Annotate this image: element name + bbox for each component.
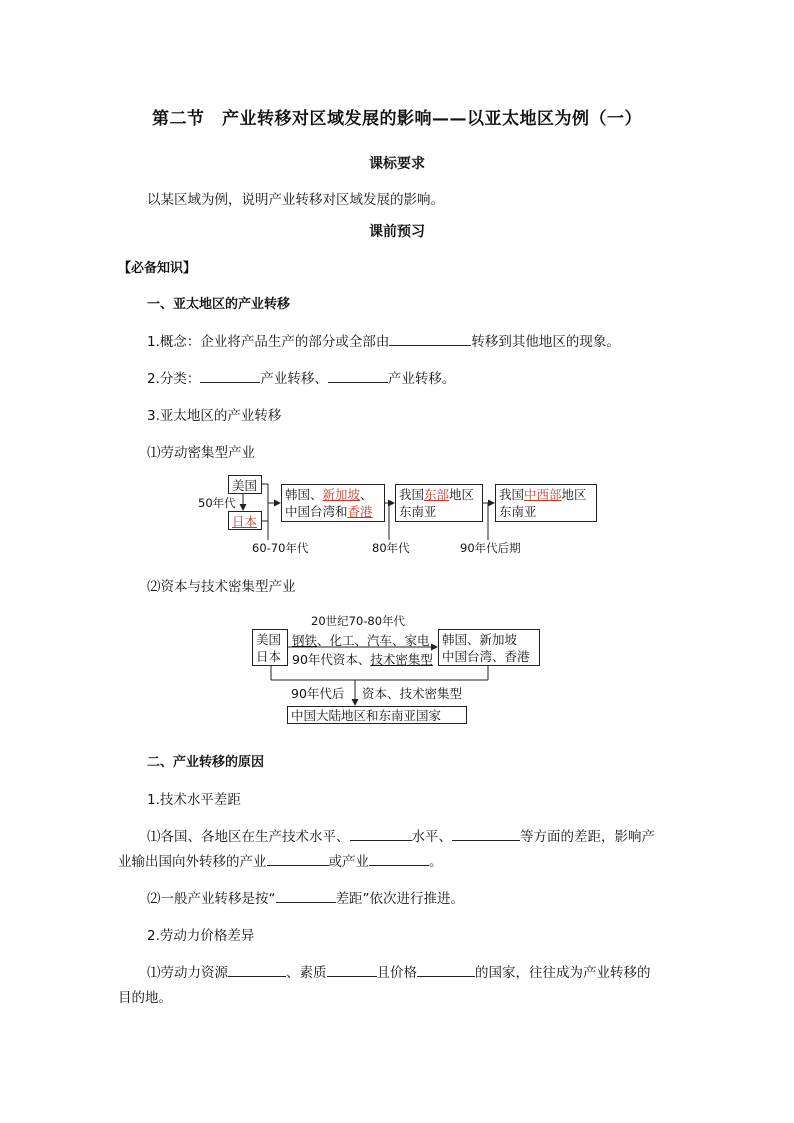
label-late-1990s: 90年代后期 (460, 541, 521, 555)
korea-singapore-label: 韩国、新加坡 (442, 632, 518, 647)
box-china-southeast-asia: 中国大陆地区和东南亚国家 (287, 706, 467, 724)
central-west-label: 中西部 (524, 487, 562, 502)
reason-labor-price: 2.劳动力价格差异 (147, 928, 255, 944)
china-label: 我国 (399, 487, 425, 502)
southeast-asia-label: 东南亚 (399, 504, 437, 519)
text: 或产业 (328, 854, 369, 870)
tech-intensive-label: 技术密集型 (370, 652, 433, 667)
blank-field[interactable] (452, 826, 520, 841)
text: 。 (429, 854, 443, 870)
question-asia-pacific-transfer: 3.亚太地区的产业转移 (147, 408, 282, 424)
region-label: 地区 (449, 487, 475, 502)
box-usa-japan (252, 629, 288, 666)
taiwan-label: 中国台湾和 (285, 504, 348, 519)
label-1980s: 80年代 (372, 541, 410, 555)
text: ⑵一般产业转移是按“ (147, 891, 276, 907)
box-korea-singapore (438, 629, 540, 666)
east-label: 东部 (424, 487, 450, 502)
text: 等方面的差距，影响产 (520, 829, 655, 845)
page-title: 第二节 产业转移对区域发展的影响——以亚太地区为例（一） (152, 109, 642, 129)
blank-field[interactable] (228, 962, 286, 977)
blank-field[interactable] (267, 851, 329, 866)
curriculum-text: 以某区域为例，说明产业转移对区域发展的影响。 (147, 192, 444, 208)
section-heading-preview: 课前预习 (369, 224, 425, 240)
japan-label: 日本 (256, 649, 282, 664)
box-usa: 美国 (228, 475, 262, 494)
label-1960s-70s: 60-70年代 (252, 541, 309, 555)
classification-text-b: 产业转移、 (260, 371, 328, 387)
label-capital-tech: 资本、技术密集型 (362, 686, 463, 701)
label-1950s: 50年代 (198, 496, 236, 510)
heading-industry-transfer: 一、亚太地区的产业转移 (147, 297, 291, 312)
text: 水平、 (411, 829, 452, 845)
text: 业输出国向外转移的产业 (118, 854, 267, 870)
subheading-labor-intensive: ⑴劳动密集型产业 (147, 445, 255, 461)
blank-field[interactable] (327, 962, 377, 977)
concept-text-b: 转移到其他地区的现象。 (471, 334, 620, 350)
section-heading-curriculum: 课标要求 (369, 156, 425, 172)
text: ⑴劳动力资源 (147, 965, 228, 981)
taiwan-hongkong-label: 中国台湾、香港 (442, 649, 530, 664)
subheading-capital-tech-intensive: ⑵资本与技术密集型产业 (147, 579, 296, 595)
label-industries (292, 631, 430, 649)
industries-label: 、化工、汽车、家电 (317, 633, 430, 648)
blank-field[interactable] (417, 962, 475, 977)
japan-label: 日本 (232, 514, 258, 529)
southeast-asia-label: 东南亚 (499, 504, 537, 519)
reason-1-line-1 (147, 825, 655, 845)
reason-2-line-2: 目的地。 (118, 990, 172, 1006)
singapore-label: 新加坡 (322, 487, 361, 502)
capital-label: 90年代资本、 (292, 652, 371, 667)
text: 差距”依次进行推进。 (335, 891, 464, 907)
reason-1-line-2 (118, 850, 443, 870)
hongkong-label: 香港 (347, 504, 373, 519)
label-1990s-capital (292, 650, 433, 668)
reason-tech-gap: 1.技术水平差距 (147, 792, 241, 808)
korea-label: 韩国、 (285, 487, 323, 502)
blank-field[interactable] (369, 851, 429, 866)
classification-text-a: 2.分类： (147, 371, 201, 387)
concept-text-a: 1.概念：企业将产品生产的部分或全部由 (147, 334, 390, 350)
reason-2-line-1 (147, 961, 651, 981)
separator: 、 (360, 487, 373, 502)
text: ⑴各国、各地区在生产技术水平、 (147, 829, 350, 845)
china-label: 我国 (499, 487, 525, 502)
text: 的国家，往往成为产业转移的 (475, 965, 651, 981)
classification-text-c: 产业转移。 (387, 371, 456, 387)
usa-label: 美国 (256, 632, 282, 647)
text: 且价格 (376, 965, 417, 981)
heading-transfer-reasons: 二、产业转移的原因 (147, 755, 265, 770)
label-1970s-80s: 20世纪70-80年代 (311, 614, 406, 628)
region-label: 地区 (561, 487, 587, 502)
steel-label: 钢铁 (292, 633, 318, 648)
required-knowledge-label: 【必备知识】 (118, 261, 197, 276)
text: 、素质 (286, 965, 327, 981)
blank-field[interactable] (350, 826, 412, 841)
blank-field[interactable] (276, 888, 336, 903)
label-after-1990s: 90年代后 (291, 686, 345, 701)
reason-1-item-2 (147, 887, 464, 907)
